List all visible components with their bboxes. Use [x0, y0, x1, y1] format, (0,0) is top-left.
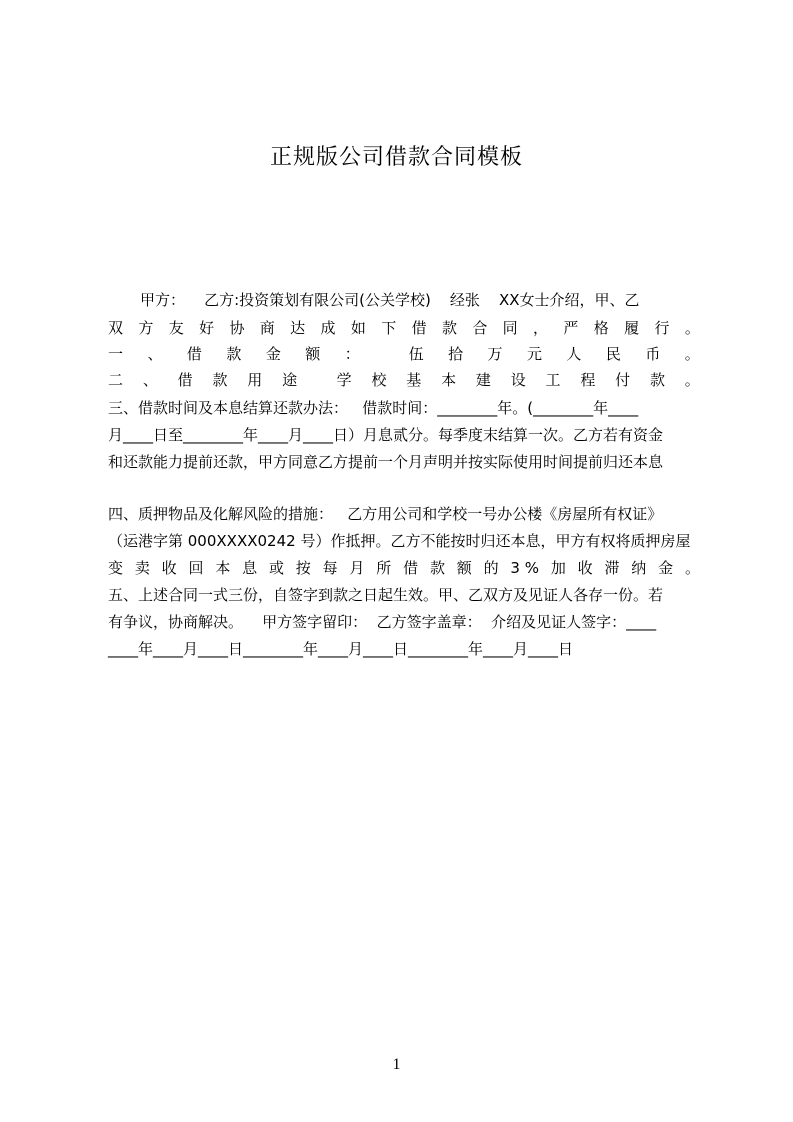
text-char: 回 [188, 559, 204, 577]
text-char: 、 [147, 345, 163, 363]
text-char: 借 [411, 319, 427, 337]
text-char: 学 [336, 371, 352, 389]
text-char: 滞 [604, 559, 620, 577]
text-char: 友 [168, 319, 184, 337]
clause-4-line-2: （运港字第 000XXXX0242 号）作抵押。乙方不能按时归还本息，甲方有权将质押房屋 [108, 532, 691, 550]
text-char: 校 [371, 371, 387, 389]
text-char: 所 [376, 559, 392, 577]
text-char: 款 [441, 319, 457, 337]
text-char: 万 [487, 345, 503, 363]
text-char: 拾 [448, 345, 464, 363]
text-char: 息 [242, 559, 258, 577]
text-char: 元 [526, 345, 542, 363]
text-char: 。 [684, 319, 700, 337]
text-char: 二 [108, 371, 124, 389]
text-char: 合 [472, 319, 488, 337]
text-char: 行 [654, 319, 670, 337]
clause-3-line-3: 和还款能力提前还款，甲方同意乙方提前一个月声明并按实际使用时间提前归还本息 [108, 453, 664, 471]
text-char: 、 [142, 371, 158, 389]
text-char: 本 [441, 371, 457, 389]
text-char: 程 [580, 371, 596, 389]
text-char: 借 [177, 371, 193, 389]
text-char: 伍 [408, 345, 424, 363]
text-char: 工 [545, 371, 561, 389]
text-char: 或 [268, 559, 284, 577]
text-char: 付 [615, 371, 631, 389]
text-char: 变 [108, 559, 124, 577]
text-char: 每 [322, 559, 338, 577]
text-char: 收 [161, 559, 177, 577]
text-char: 商 [259, 319, 275, 337]
text-char: 民 [605, 345, 621, 363]
text-char: 金 [658, 559, 674, 577]
clause-3-line-1: 三、借款时间及本息结算还款办法： 借款时间：________年。(________年____ [108, 399, 639, 417]
text-char: 途 [282, 371, 298, 389]
text-char: 。 [684, 345, 700, 363]
page-number: 1 [392, 1056, 401, 1073]
text-char: ， [533, 319, 549, 337]
text-char: 下 [381, 319, 397, 337]
text-char: 加 [550, 559, 566, 577]
text-char: 款 [649, 371, 665, 389]
text-char: 额 [305, 345, 321, 363]
text-char: 收 [577, 559, 593, 577]
text-char: 借 [186, 345, 202, 363]
text-char: 金 [265, 345, 281, 363]
text-char: 格 [593, 319, 609, 337]
text-char: 款 [212, 371, 228, 389]
text-char: 纳 [631, 559, 647, 577]
text-char: 如 [350, 319, 366, 337]
text-char: 方 [138, 319, 154, 337]
text-char: 款 [429, 559, 445, 577]
text-char: 。 [684, 559, 700, 577]
paragraph-line-1: 甲方： 乙方:投资策划有限公司(公关学校) 经张 XX女士介绍，甲、乙 [140, 291, 640, 309]
text-char: 履 [624, 319, 640, 337]
text-char: 的 [483, 559, 499, 577]
clause-4-line-3 [108, 557, 700, 579]
clause-1-amount [108, 343, 700, 365]
text-char: 严 [563, 319, 579, 337]
text-char: 人 [566, 345, 582, 363]
text-char: 额 [456, 559, 472, 577]
text-char: 借 [403, 559, 419, 577]
clause-2-purpose [108, 369, 700, 391]
text-char: 用 [247, 371, 263, 389]
text-char: 月 [349, 559, 365, 577]
text-char: 好 [199, 319, 215, 337]
text-char: 双 [108, 319, 124, 337]
text-char: 达 [290, 319, 306, 337]
paragraph-line-2 [108, 317, 700, 339]
text-char: 卖 [134, 559, 150, 577]
text-char: 一 [108, 345, 124, 363]
clause-4-line-1: 四、质押物品及化解风险的措施： 乙方用公司和学校一号办公楼《房屋所有权证》 [108, 505, 663, 523]
document-title: 正规版公司借款合同模板 [269, 145, 523, 170]
clause-5-line-1: 五、上述合同一式三份，自签字到款之日起生效。甲、乙双方及见证人各存一份。若 [108, 586, 664, 604]
text-char: 本 [215, 559, 231, 577]
text-char: 成 [320, 319, 336, 337]
text-char: 协 [229, 319, 245, 337]
text-char: 设 [510, 371, 526, 389]
text-char: 币 [645, 345, 661, 363]
text-char: 基 [406, 371, 422, 389]
clause-3-line-2: 月____日至________年____月____日）月息贰分。每季度末结算一次。乙方若有资金 [108, 426, 664, 444]
text-char: 3 % [510, 559, 539, 577]
text-char: 按 [295, 559, 311, 577]
clause-5-line-2: 有争议，协商解决。 甲方签字留印： 乙方签字盖章： 介绍及见证人签字：____ [108, 613, 657, 631]
text-char: 同 [502, 319, 518, 337]
text-char: ： [344, 345, 360, 363]
text-char: 款 [226, 345, 242, 363]
text-char: 。 [684, 371, 700, 389]
signature-date-line: ____年____月____日________年____月____日________年____月____日 [108, 640, 574, 658]
text-char: 建 [475, 371, 491, 389]
